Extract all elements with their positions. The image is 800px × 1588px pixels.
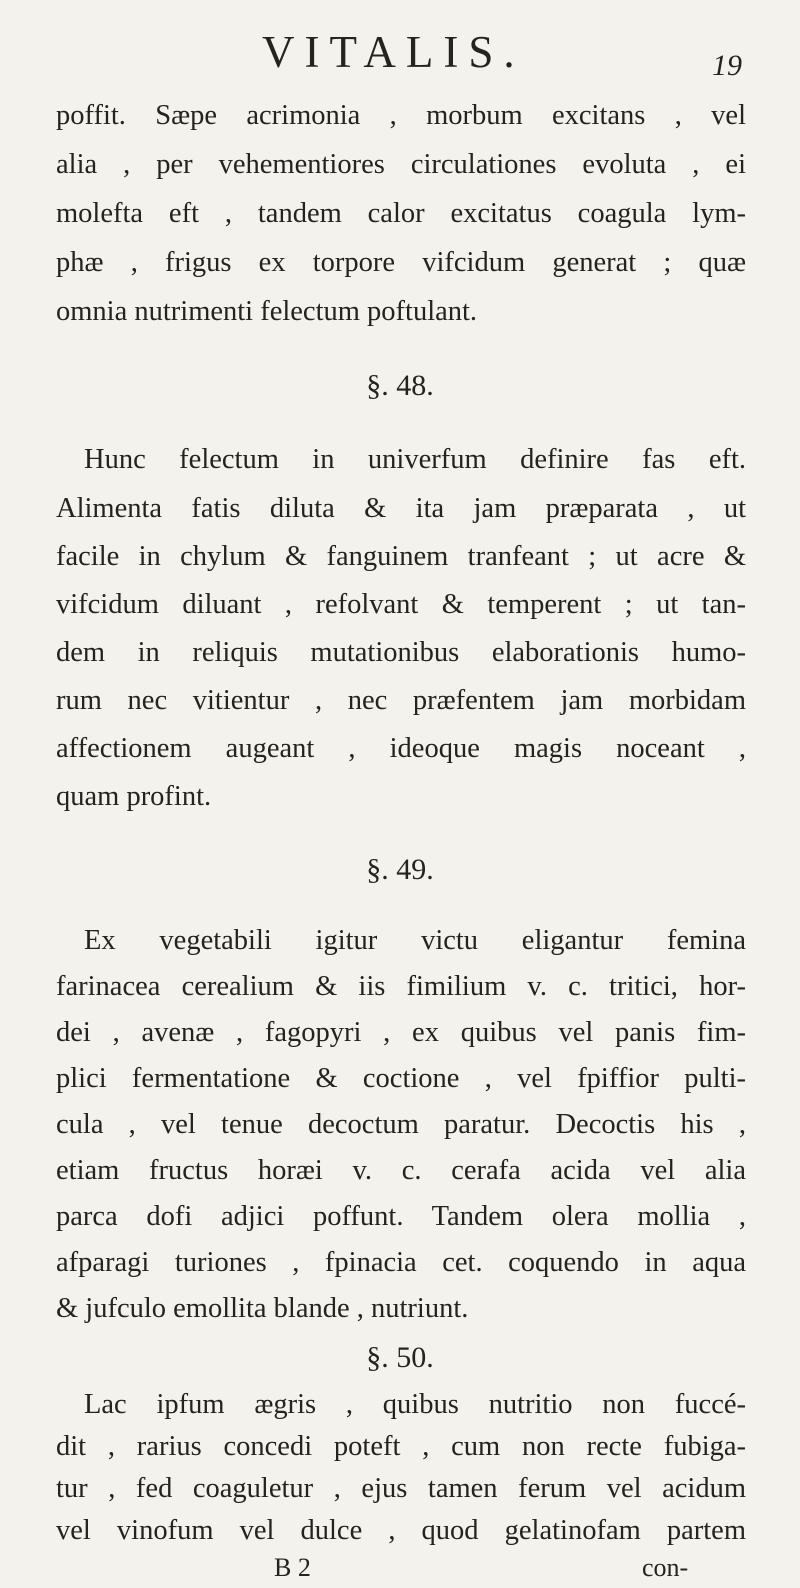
signature-mark: B 2	[274, 1553, 311, 1582]
text-line: poffit. Sæpe acrimonia , morbum excitans , vel	[56, 100, 746, 131]
text-line: Lac ipfum ægris , quibus nutritio non fuccé-	[84, 1389, 746, 1420]
text-line: quam profint.	[56, 781, 212, 812]
text-line: Hunc felectum in univerfum definire fas eft.	[84, 444, 746, 475]
text-line: affectionem augeant , ideoque magis noceant ,	[56, 733, 746, 764]
section-heading-50: §. 50.	[366, 1341, 434, 1374]
text-line: Ex vegetabili igitur victu eligantur femina	[84, 925, 746, 956]
text-line: dem in reliquis mutationibus elaborationis humo-	[56, 637, 746, 668]
text-line: dei , avenæ , fagopyri , ex quibus vel panis fim-	[56, 1017, 746, 1048]
text-line: facile in chylum & fanguinem tranfeant ; ut acre &	[56, 541, 746, 572]
text-line: molefta eft , tandem calor excitatus coagula lym-	[56, 198, 746, 229]
text-line: phæ , frigus ex torpore vifcidum generat ; quæ	[56, 247, 746, 278]
catchword: con-	[642, 1553, 689, 1582]
running-title: VITALIS.	[262, 27, 525, 77]
text-line: vifcidum diluant , refolvant & temperent ; ut tan-	[56, 589, 746, 620]
section-heading-49: §. 49.	[366, 853, 434, 886]
page-number: 19	[712, 49, 742, 82]
text-line: tur , fed coaguletur , ejus tamen ferum vel acidum	[56, 1473, 746, 1504]
text-line: afparagi turiones , fpinacia cet. coquendo in aqua	[56, 1247, 746, 1278]
text-line: vel vinofum vel dulce , quod gelatinofam partem	[56, 1515, 746, 1546]
text-line: rum nec vitientur , nec præfentem jam morbidam	[56, 685, 746, 716]
text-line: farinacea cerealium & iis fimilium v. c. tritici, hor-	[56, 971, 746, 1002]
text-line: cula , vel tenue decoctum paratur. Decoctis his ,	[56, 1109, 746, 1140]
text-line: omnia nutrimenti felectum poftulant.	[56, 296, 478, 327]
text-line: parca dofi adjici poffunt. Tandem olera mollia ,	[56, 1201, 746, 1232]
page-footer	[274, 1548, 746, 1588]
text-line: & jufculo emollita blande , nutriunt.	[56, 1293, 469, 1324]
text-line: plici fermentatione & coctione , vel fpiffior pulti-	[56, 1063, 746, 1094]
text-line: alia , per vehementiores circulationes evoluta , ei	[56, 149, 746, 180]
section-heading-48: §. 48.	[366, 369, 434, 402]
text-line: etiam fructus horæi v. c. cerafa acida vel alia	[56, 1155, 746, 1186]
running-head	[0, 22, 800, 82]
text-line: dit , rarius concedi poteft , cum non recte fubiga-	[56, 1431, 746, 1462]
text-line: Alimenta fatis diluta & ita jam præparata , ut	[56, 493, 746, 524]
